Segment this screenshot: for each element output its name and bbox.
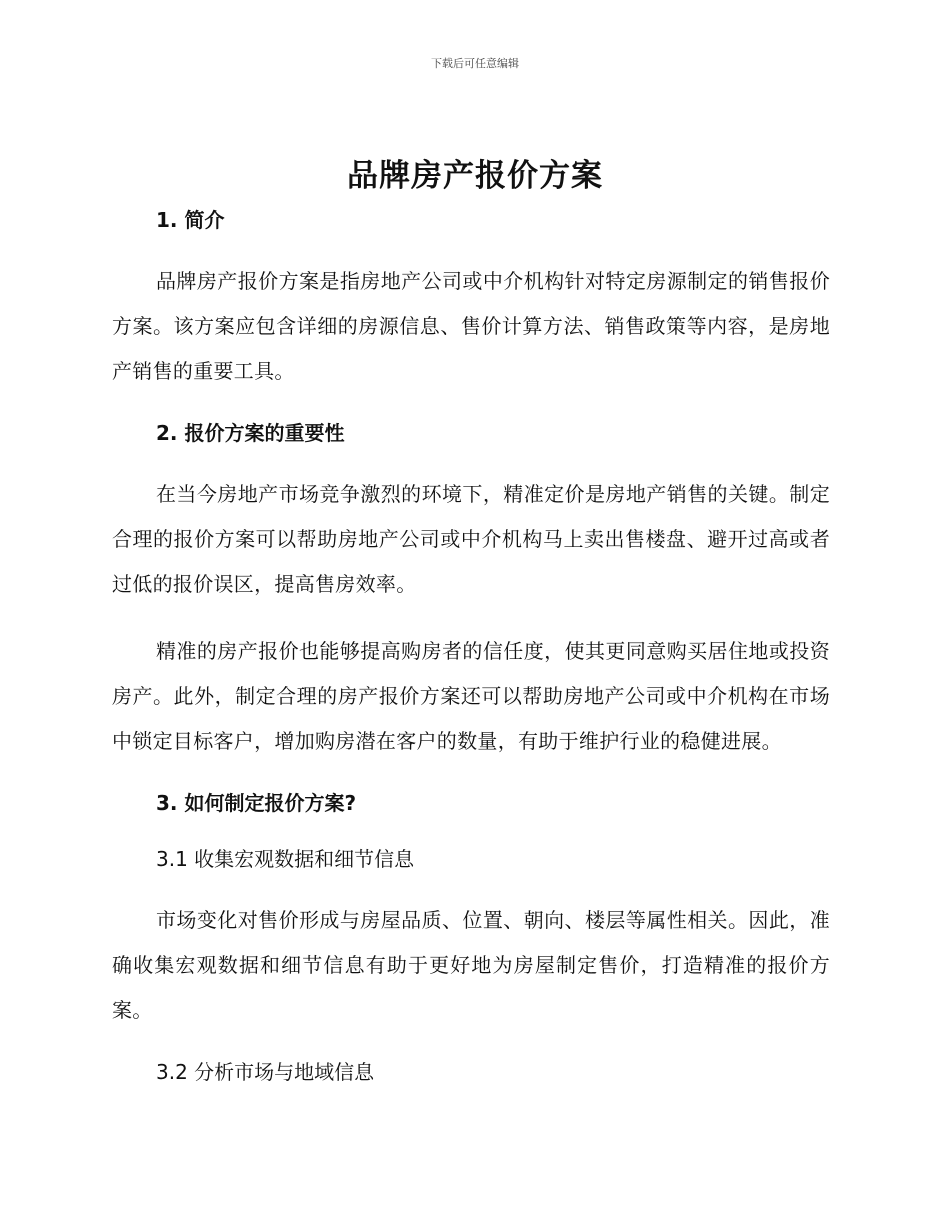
paragraph-intro: 品牌房产报价方案是指房地产公司或中介机构针对特定房源制定的销售报价方案。该方案应包含详细的房源信息、售价计算方法、销售政策等内容，是房地产销售的重要工具。 bbox=[112, 269, 830, 383]
header-note: 下载后可任意编辑 bbox=[431, 57, 519, 70]
section-heading-importance: 2. 报价方案的重要性 bbox=[156, 421, 345, 445]
paragraph-importance-2: 精准的房产报价也能够提高购房者的信任度，使其更同意购买居住地或投资房产。此外，制定合理的房产报价方案还可以帮助房地产公司或中介机构在市场中锁定目标客户，增加购房潜在客户的数量，有助于维护行业的稳健进展。 bbox=[112, 639, 830, 753]
subsection-heading-collect-data: 3.1 收集宏观数据和细节信息 bbox=[156, 847, 415, 871]
subsection-heading-analyze-market: 3.2 分析市场与地域信息 bbox=[156, 1060, 375, 1084]
section-heading-how-to: 3. 如何制定报价方案? bbox=[156, 791, 357, 815]
document-body bbox=[112, 203, 830, 1089]
document-title: 品牌房产报价方案 bbox=[347, 158, 603, 194]
paragraph-importance-1: 在当今房地产市场竞争激烈的环境下，精准定价是房地产销售的关键。制定合理的报价方案可以帮助房地产公司或中介机构马上卖出售楼盘、避开过高或者过低的报价误区，提高售房效率。 bbox=[112, 482, 830, 596]
section-heading-intro: 1. 简介 bbox=[156, 208, 225, 232]
paragraph-collect-data: 市场变化对售价形成与房屋品质、位置、朝向、楼层等属性相关。因此，准确收集宏观数据和细节信息有助于更好地为房屋制定售价，打造精准的报价方案。 bbox=[112, 908, 830, 1022]
